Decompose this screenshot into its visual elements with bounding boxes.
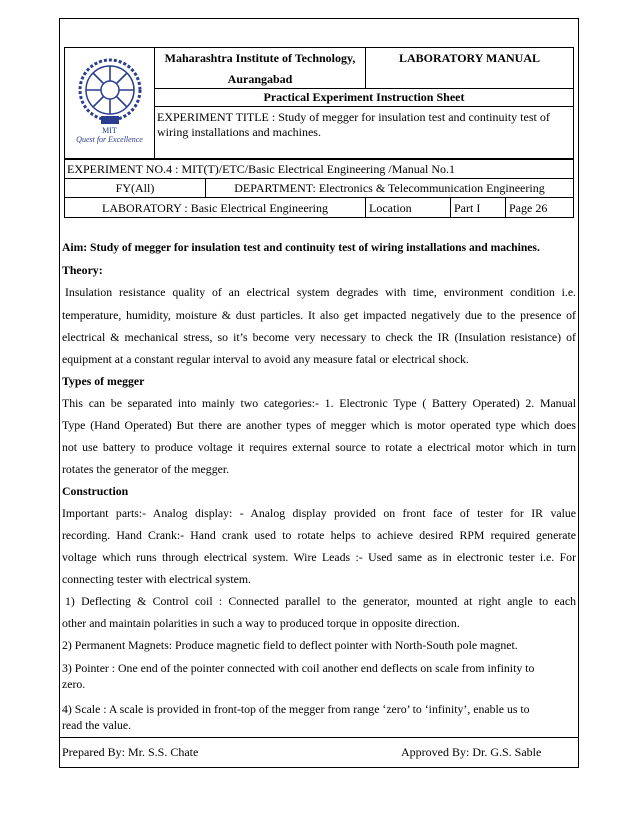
institute-name-line2: Aurangabad bbox=[227, 72, 293, 86]
part-label: Part I bbox=[454, 201, 481, 215]
aim-text: Aim: Study of megger for insulation test and continuity test of wiring installations and machines. bbox=[62, 241, 540, 254]
manual-label-cell bbox=[365, 47, 574, 89]
prepared-by: Prepared By: Mr. S.S. Chate bbox=[62, 745, 199, 759]
types-line: Type (Hand Operated) But there are another types of megger which is motor operated type which does bbox=[62, 418, 576, 432]
footer bbox=[60, 737, 578, 768]
experiment-title-line1: EXPERIMENT TITLE : Study of megger for insulation test and continuity test of bbox=[157, 110, 550, 124]
theory-line: equipment at a constant regular interval to avoid any measure fatal or electrical shock. bbox=[62, 352, 469, 366]
types-line: This can be separated into mainly two categories:- 1. Electronic Type ( Battery Operated) 2. Manual bbox=[62, 396, 576, 410]
page-number: Page 26 bbox=[509, 201, 548, 215]
types-heading: Types of megger bbox=[62, 374, 145, 388]
point1-line: 1) Deflecting & Control coil : Connected parallel to the generator, mounted at right angle to each bbox=[65, 594, 576, 608]
fy-cell bbox=[64, 178, 206, 198]
types-line: not use battery to produce voltage it requires external source to rotate a electrical motor which in turn bbox=[62, 440, 576, 454]
theory-line: electrical & mechanical stress, so it’s become very necessary to check the IR (Insulation resistance) of bbox=[62, 330, 576, 344]
theory-heading: Theory: bbox=[62, 263, 103, 277]
institute-name-line1: Maharashtra Institute of Technology, bbox=[164, 51, 356, 65]
logo-mit-text: MIT bbox=[102, 126, 117, 135]
point3-line: 3) Pointer : One end of the pointer connected with coil another end deflects on scale from infinity to bbox=[62, 661, 535, 675]
part-cell bbox=[450, 197, 506, 218]
point4-line: 4) Scale : A scale is provided in front-top of the megger from range ‘zero’ to ‘infinity’, enable us to bbox=[62, 702, 530, 716]
construction-line: connecting tester with electrical system. bbox=[62, 572, 252, 586]
point2-text: 2) Permanent Magnets: Produce magnetic field to deflect pointer with North-South pole magnet. bbox=[62, 638, 518, 652]
types-line: rotates the generator of the megger. bbox=[62, 462, 230, 476]
fy-label: FY(All) bbox=[115, 181, 155, 195]
construction-line: recording. Hand Crank:- Hand crank used to rotate helps to achieve desired RPM required generate bbox=[62, 528, 576, 542]
construction-line: voltage which runs through electrical system. Wire Leads :- Used same as in electronic tester i.e. For bbox=[62, 550, 576, 564]
sheet-title: Practical Experiment Instruction Sheet bbox=[263, 90, 465, 104]
document-page bbox=[59, 18, 579, 768]
laboratory-cell bbox=[64, 197, 366, 218]
logo-motto: Quest for Excellence bbox=[76, 135, 143, 144]
location-cell bbox=[365, 197, 451, 218]
construction-heading: Construction bbox=[62, 484, 129, 498]
point1-line: other and maintain polarities in such a way to produced torque in opposite direction. bbox=[62, 616, 460, 630]
institute-name-cell bbox=[154, 47, 366, 89]
approved-by: Approved By: Dr. G.S. Sable bbox=[401, 745, 542, 759]
experiment-title-cell bbox=[154, 106, 574, 159]
logo-cell bbox=[64, 47, 155, 159]
experiment-no: EXPERIMENT NO.4 : MIT(T)/ETC/Basic Electrical Engineering /Manual No.1 bbox=[67, 162, 456, 176]
page-number-cell bbox=[505, 197, 574, 218]
theory-line: Insulation resistance quality of an electrical system degrades with time, environment condition i.e. bbox=[65, 285, 576, 299]
theory-line: temperature, humidity, moisture & dust particles. It also get impacted negatively due to the presence of bbox=[62, 308, 576, 322]
laboratory-label: LABORATORY : Basic Electrical Engineering bbox=[102, 201, 328, 215]
experiment-no-cell bbox=[64, 159, 574, 179]
manual-label: LABORATORY MANUAL bbox=[398, 51, 541, 65]
sheet-title-cell bbox=[154, 88, 574, 107]
location-label: Location bbox=[369, 201, 412, 215]
point4-line: read the value. bbox=[62, 718, 132, 732]
department-label: DEPARTMENT: Electronics & Telecommunication Engineering bbox=[234, 181, 545, 195]
experiment-title-line2: wiring installations and machines. bbox=[157, 125, 321, 139]
department-cell bbox=[205, 178, 574, 198]
construction-line: Important parts:- Analog display: - Analog display provided on front face of tester for IR value bbox=[62, 506, 576, 520]
point3-line: zero. bbox=[62, 677, 86, 691]
